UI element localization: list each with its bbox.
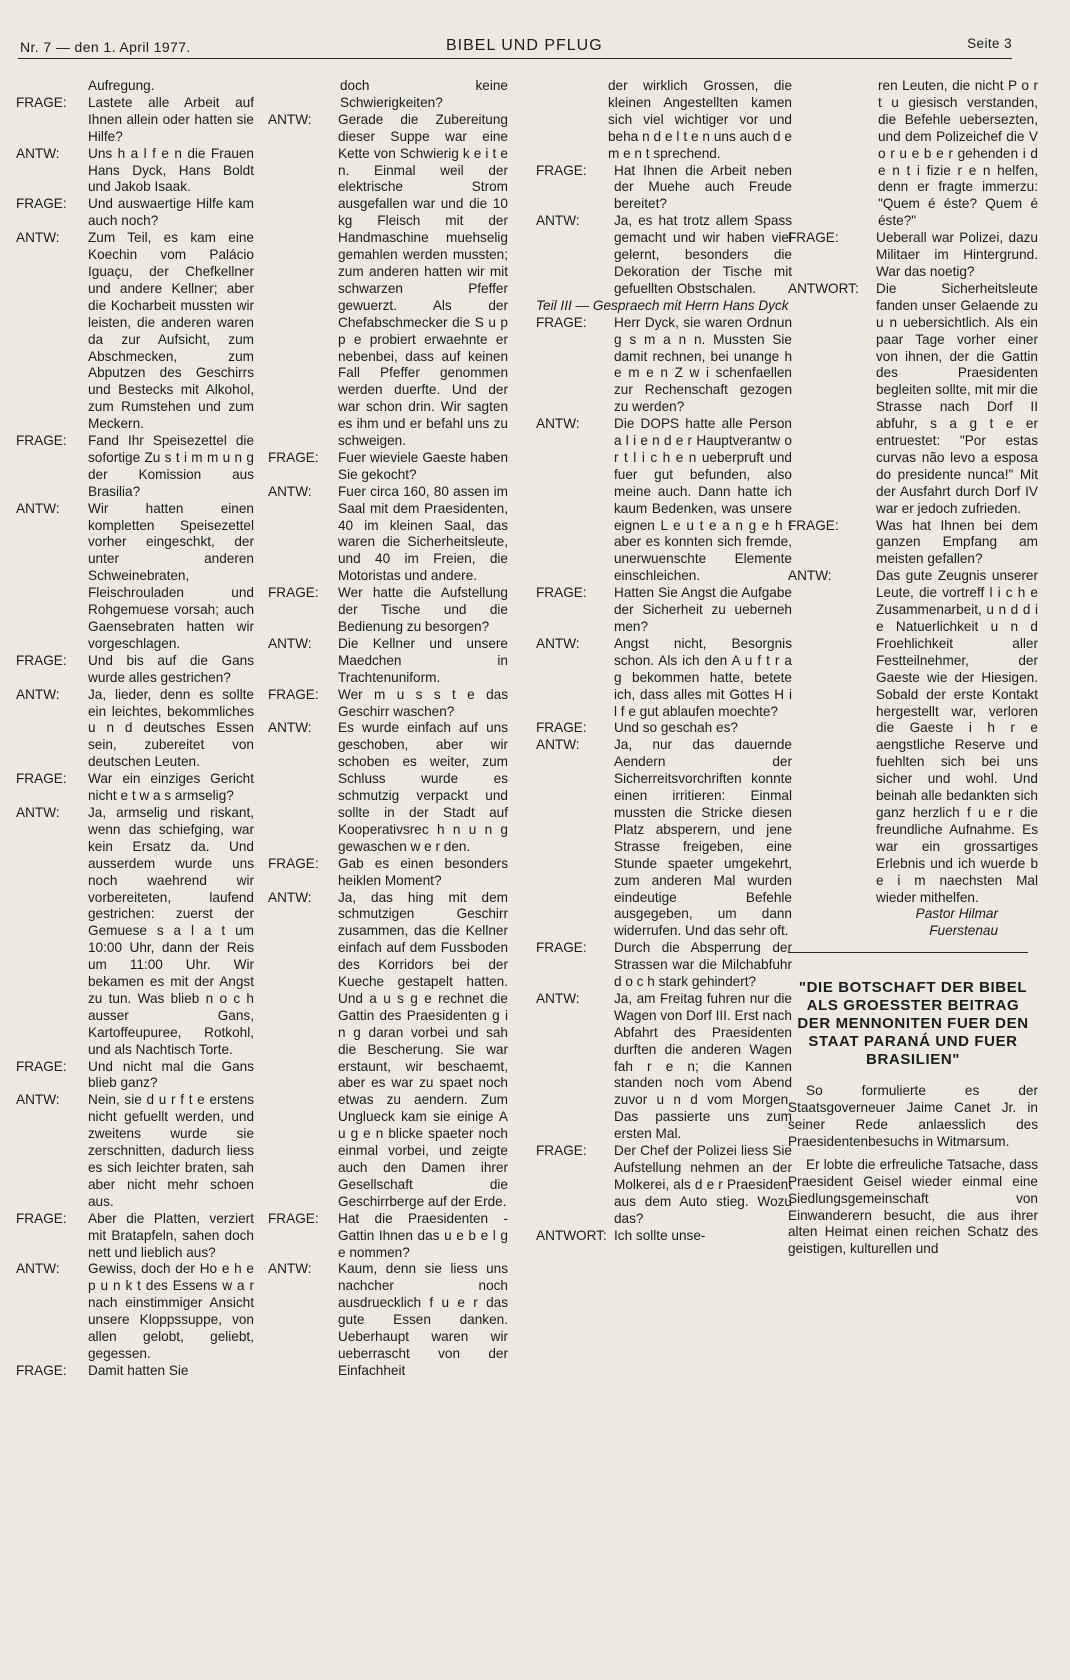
interview-entry (536, 315, 792, 416)
entry-text: Und auswaertige Hilfe kam auch noch? (88, 196, 254, 229)
interview-entry (16, 1059, 254, 1093)
speaker-label: ANTW: (16, 500, 60, 516)
interview-entry (788, 230, 1038, 281)
entry-text: Zum Teil, es kam eine Koechin vom Palácio Iguaçu, der Chefkellner und andere Kellner; aber die Kocharbeit mussten wir leisten, die anderen waren da zur Aufsicht, zum Abschmecken, zum Abputzen des Geschirrs und Bestecks mit Alkohol, zum Rumstehen und zum Meckern. (88, 230, 254, 432)
entry-text: Und nicht mal die Gans blieb ganz? (88, 1058, 254, 1091)
speaker-label: ANTW: (268, 483, 312, 499)
interview-entry (268, 112, 508, 450)
speaker-label: FRAGE: (268, 686, 319, 702)
interview-entry (536, 940, 792, 991)
interview-entry (16, 1092, 254, 1210)
entry-text: Es wurde einfach auf uns geschoben, aber wir schoben es weiter, zum Schluss wurde es schmutzig verpackt und sollte in der Stadt auf Kooperativsrec h n u n g gewaschen w e r den. (338, 720, 508, 854)
article-divider (788, 952, 1028, 953)
article-headline: "DIE BOTSCHAFT DER BIBEL ALS GROESSTER BEITRAG DER MENNONITEN FUER DEN STAAT PARANÁ UND FUER BRASILIEN" (797, 979, 1029, 1069)
speaker-label: FRAGE: (16, 94, 67, 110)
entry-text: Gewiss, doch der Ho e h e p u n k t des Essens w a r nach einstimmiger Ansicht unsere Kloppssuppe, von allen gelobt, geliebt, gegessen. (88, 1261, 254, 1361)
entry-text: Fand Ihr Speisezettel die sofortige Zu s t i m m u n g der Komission aus Brasilia? (88, 433, 254, 499)
speaker-label: ANTW: (268, 635, 312, 651)
speaker-label: ANTW: (788, 568, 832, 584)
column-4 (788, 78, 1038, 1672)
entry-text: Damit hatten Sie (88, 1362, 189, 1378)
article-paragraph-2: Er lobte die erfreuliche Tatsache, dass Praesident Geisel wieder einmal eine Siedlungsgemeinschaft von Einwanderern besucht, die aus ihrer alten Heimat einen reichen Schatz des geistigen, kulturellen und (788, 1156, 1038, 1257)
interview-entry (268, 687, 508, 721)
interview-entry (268, 450, 508, 484)
entry-text: Die DOPS hatte alle Person a l i e n d e r Hauptverantw o r t l i c h e n ueberpruft und fuer gut befunden, also meine auch. Dann hatte ich kaum Bedenken, was unsere eignen L e u t e a n g e h t aber es konnten sich fremde, unerwuenschte Elemente einschleichen. (614, 416, 792, 584)
speaker-label: ANTW: (268, 889, 312, 905)
interview-entry (788, 568, 1038, 906)
speaker-label: ANTWORT: (536, 1227, 607, 1243)
interview-entry (268, 585, 508, 636)
column-1 (16, 78, 254, 1672)
entry-text: Und so geschah es? (614, 720, 738, 736)
entry-text: War ein einziges Gericht nicht e t w a s armselig? (88, 771, 254, 804)
entry-text: Angst nicht, Besorgnis schon. Als ich den A u f t r a g bekommen hatte, betete ich, dass alles mit Gottes H i l f e gut ablaufen moechte? (614, 635, 792, 719)
speaker-label: ANTWORT: (788, 280, 859, 296)
continued-text: doch keine Schwierigkeiten? (340, 78, 508, 110)
interview-entry (536, 720, 792, 737)
interview-entry (268, 720, 508, 855)
interview-entry (16, 653, 254, 687)
interview-entry (16, 433, 254, 501)
speaker-label: ANTW: (16, 1261, 60, 1277)
speaker-label: ANTW: (16, 145, 60, 161)
article-paragraph-1: So formulierte es der Staatsgoverneuer Jaime Canet Jr. in seiner Rede anlaesslich des Praesidentenbesuchs in Witmarsum. (788, 1083, 1038, 1149)
interview-entry (16, 687, 254, 772)
entry-text: Die Kellner und unsere Maedchen in Trachtenuniform. (338, 635, 508, 685)
speaker-label: FRAGE: (268, 585, 319, 601)
entry-text: Was hat Ihnen bei dem ganzen Empfang am meisten gefallen? (876, 517, 1038, 567)
entry-text: Ja, am Freitag fuhren nur die Wagen von Dorf III. Erst nach Abfahrt des Praesidenten durften die anderen Wagen fah r e n; die Kannen standen noch vom Abend zuvor u n d vom Morgen. Das passierte uns zum ersten Mal. (614, 990, 792, 1142)
entry-text: Fuer circa 160, 80 assen im Saal mit dem Praesidenten, 40 im kleinen Saal, das waren die Sicherheitsleute, und 40 im Freien, die Motoristas und andere. (338, 483, 508, 584)
speaker-label: FRAGE: (268, 855, 319, 871)
interview-entry (268, 890, 508, 1211)
interview-entry (16, 771, 254, 805)
speaker-label: ANTW: (536, 213, 580, 229)
interview-entry (536, 1228, 792, 1245)
speaker-label: ANTW: (268, 720, 312, 736)
speaker-label: FRAGE: (536, 162, 587, 178)
entry-text: Ja, das hing mit dem schmutzigen Geschirr zusammen, das die Kellner einfach auf dem Fussboden des Korridors bei der Kueche gestapelt hatten. Und a u s g e rechnet die Gattin des Praesidenten g i n g daran vorbei und sah die Bescherung. Sie war erstaunt, wir beschaemt, aber es war zu spaet noch etwas zu aendern. Zum Unglueck kam sie einige A u g e n blicke spaeter noch einmal vorbei, und zeigte auch den Damen ihrer Gesellschaft die Geschirrberge auf der Erde. (338, 889, 508, 1209)
interview-entry (16, 1261, 254, 1362)
entry-text: Nein, sie d u r f t e erstens nicht gefuellt werden, und zweitens wurde sie zerschnitten, dadurch liess es sich leichter braten, sah aber nicht mehr schoen aus. (88, 1092, 254, 1209)
interview-entry (268, 636, 508, 687)
interview-entry (16, 230, 254, 433)
entry-text: Lastete alle Arbeit auf Ihnen allein oder hatten sie Hilfe? (88, 94, 254, 144)
speaker-label: FRAGE: (16, 1058, 67, 1074)
entry-text: Das gute Zeugnis unserer Leute, die vortreff l i c h e Zusammenarbeit, u n d d i e Natuerlichkeit u n d Froehlichkeit aller Festteilnehmer, der Gaeste wie der Hiesigen. Sobald der erste Kontakt hergestellt war, verloren die Gaeste i h r e aengstliche Reserve und fuehlten sich bei uns sicher und wohl. Und beinah alle bedankten sich ganz herzlich f u e r die freundliche Aufnahme. Es war ein grossartiges Erlebnis und ich wuerde b e i m naechsten Mal wieder mithelfen. (876, 568, 1038, 905)
interview-entry (536, 163, 792, 214)
interview-entry (536, 737, 792, 940)
speaker-label: FRAGE: (536, 314, 587, 330)
speaker-label: FRAGE: (536, 720, 587, 736)
newspaper-title: BIBEL UND PFLUG (446, 37, 603, 54)
interview-entry (16, 501, 254, 653)
interview-entry (788, 281, 1038, 518)
entry-text: Hat die Praesidenten - Gattin Ihnen das u e b e l g e nommen? (338, 1210, 508, 1260)
speaker-label: FRAGE: (536, 940, 587, 956)
entry-text: Hat Ihnen die Arbeit neben der Muehe auch Freude bereitet? (614, 162, 792, 212)
interview-entry (536, 1143, 792, 1228)
speaker-label: FRAGE: (16, 771, 67, 787)
entry-text: Und bis auf die Gans wurde alles gestrichen? (88, 652, 254, 685)
continued-text: der wirklich Grossen, die kleinen Angestellten kamen sich viel wichtiger vor und beha n d e l t e n uns auch d e m e n t sprechend. (608, 78, 792, 161)
entry-text: Ja, nur das dauernde Aendern der Sicherreitsvorchriften konnte einen irritieren: Einmal mussten die Stricke diesen Platz absperern, und jene Strasse freigeben, eine Stunde spaeter umgekehrt, zum anderen Mal wurden eindeutige Befehle ausgegeben, um dann widerrufen. Und das sehr oft. (614, 737, 792, 939)
author-line-2: Fuerstenau (929, 923, 998, 939)
entry-text: Gerade die Zubereitung dieser Suppe war eine Kette von Schwierig k e i t e n. Einmal weil der elektrische Strom ausgefallen war und die 10 kg Fleisch mit der Handmaschine muehselig gemahlen werden mussten; zum anderen hatten wir mit schwarzen Pfeffer gewuerzt. Als der Chefabschmecker die S u p p e probiert erwaehnte er nebenbei, dass auf keinen Fall Pfeffer genommen werden duerfte. Und der war schon drin. Wir sagten es ihm und er befahl uns zu schweigen. (338, 111, 508, 449)
speaker-label: FRAGE: (16, 196, 67, 212)
interview-entry (536, 416, 792, 585)
speaker-label: FRAGE: (536, 585, 587, 601)
speaker-label: ANTW: (16, 230, 60, 246)
entry-text: Kaum, denn sie liess uns nachcher noch ausdruecklich f u e r das gute Essen danken. Ueberhaupt waren wir ueberrascht von der Einfachheit (338, 1261, 508, 1378)
interview-entry (268, 856, 508, 890)
entry-text: Ich sollte unse- (614, 1227, 706, 1243)
interview-entry (536, 213, 792, 298)
speaker-label: ANTW: (536, 737, 580, 753)
entry-text: Ja, lieder, denn es sollte ein leichtes, bekommliches u n d deutsches Essen sein, zubereitet von deutschen Leuten. (88, 686, 254, 770)
author-line-1: Pastor Hilmar (915, 906, 998, 922)
entry-text: Uns h a l f e n die Frauen Hans Dyck, Hans Boldt und Jakob Isaak. (88, 145, 254, 195)
speaker-label: FRAGE: (536, 1143, 587, 1159)
interview-entry (16, 146, 254, 197)
speaker-label: ANTW: (536, 416, 580, 432)
interview-entry (788, 518, 1038, 569)
interview-entry (16, 1363, 254, 1380)
speaker-label: ANTW: (16, 686, 60, 702)
speaker-label: ANTW: (268, 111, 312, 127)
interview-entry (536, 636, 792, 721)
page-number: Seite 3 (967, 36, 1012, 51)
entry-text: Wer m u s s t e das Geschirr waschen? (338, 686, 508, 719)
entry-text: Gab es einen besonders heiklen Moment? (338, 855, 508, 888)
interview-entry (536, 991, 792, 1143)
column-2 (268, 78, 508, 1672)
speaker-label: FRAGE: (268, 449, 319, 465)
entry-text: Durch die Absperrung der Strassen war die Milchabfuhr d o c h stark gehindert? (614, 940, 792, 990)
speaker-label: FRAGE: (788, 230, 839, 246)
entry-text: Die Sicherheitsleute fanden unser Gelaende zu u n uebersichtlich. Als ein paar Tage vorher einer von ihnen, der die Gattin des Praesidenten begleiten sollte, mit mir die Strasse nach Dorf II abfuhr, s a g t e er entruestet: "Por estas curvas não levo a esposa do presidente nunca!" Mit der Ausfahrt durch Dorf IV war er jedoch zufrieden. (876, 280, 1038, 516)
interview-entry (268, 484, 508, 585)
entry-text: Herr Dyck, sie waren Ordnun g s m a n n. Mussten Sie damit rechnen, bei unange h e m e n Z w i schenfaellen zur Rechenschaft gezogen zu werden? (614, 314, 792, 415)
speaker-label: FRAGE: (268, 1210, 319, 1226)
continued-text: Aufregung. (88, 78, 155, 93)
section-title: Teil III — Gespraech mit Herrn Hans Dyck (536, 297, 789, 313)
speaker-label: FRAGE: (16, 1362, 67, 1378)
interview-entry (536, 585, 792, 636)
speaker-label: ANTW: (536, 635, 580, 651)
issue-date: Nr. 7 — den 1. April 1977. (20, 39, 191, 55)
entry-text: Ueberall war Polizei, dazu Militaer im Hintergrund. War das noetig? (876, 230, 1038, 279)
speaker-label: FRAGE: (16, 652, 67, 668)
column-3 (536, 78, 792, 1672)
speaker-label: FRAGE: (788, 517, 839, 533)
entry-text: Der Chef der Polizei liess Sie Aufstellung nehmen an der Molkerei, als d e r Praesident aus dem Auto stieg. Wozu das? (614, 1143, 792, 1226)
speaker-label: ANTW: (16, 804, 60, 820)
interview-entry (268, 1211, 508, 1262)
entry-text: Aber die Platten, verziert mit Bratapfeln, sahen doch nett und lieblich aus? (88, 1210, 254, 1260)
entry-text: Ja, armselig und riskant, wenn das schiefging, war kein Ersatz da. Und ausserdem wurde uns noch waehrend wir vorbereiteten, laufend gestrichen: zuerst der Gemuese s a l a t um 10:00 Uhr, dann der Reis um 11:00 Uhr. Wir bekamen es mit der Angst zu tun. Was blieb n o c h ausser Gans, Kartoffeupuree, Rotkohl, und als Nachtisch Torte. (88, 804, 254, 1057)
entry-text: Fuer wieviele Gaeste haben Sie gekocht? (338, 449, 508, 482)
author-signature (788, 906, 1038, 940)
column-4-interview (788, 78, 1038, 906)
speaker-label: ANTW: (268, 1261, 312, 1277)
entry-text: Wer hatte die Aufstellung der Tische und die Bedienung zu besorgen? (338, 585, 508, 634)
interview-entry (16, 1211, 254, 1262)
entry-text: Ja, es hat trotz allem Spass gemacht und wir haben viel gelernt, besonders die Dekoration der Tische mit gefuellten Obstschalen. (614, 213, 792, 296)
speaker-label: FRAGE: (16, 433, 67, 449)
interview-entry (268, 1261, 508, 1379)
page-header (18, 36, 1012, 59)
interview-entry (16, 805, 254, 1059)
interview-entry (16, 196, 254, 230)
speaker-label: ANTW: (536, 990, 580, 1006)
continued-text: ren Leuten, die nicht P o r t u giesisch verstanden, die Befehle uebersezten, und dem Polizeichef die V o r u e b e r gehenden i d e n t i fizie r e n helfen, denn er fragte immerzu: "Quem é éste? Quem é éste?" (878, 78, 1038, 229)
entry-text: Hatten Sie Angst die Aufgabe der Sicherheit zu ueberneh men? (614, 585, 792, 634)
speaker-label: ANTW: (16, 1092, 60, 1108)
speaker-label: FRAGE: (16, 1210, 67, 1226)
interview-entry (16, 95, 254, 146)
entry-text: Wir hatten einen kompletten Speisezettel vorher eingeschkt, der unter anderen Schweinebraten, Fleischrouladen und Rohgemuese vorsah; auch Gaensebraten hatten wir vorgeschlagen. (88, 500, 254, 651)
